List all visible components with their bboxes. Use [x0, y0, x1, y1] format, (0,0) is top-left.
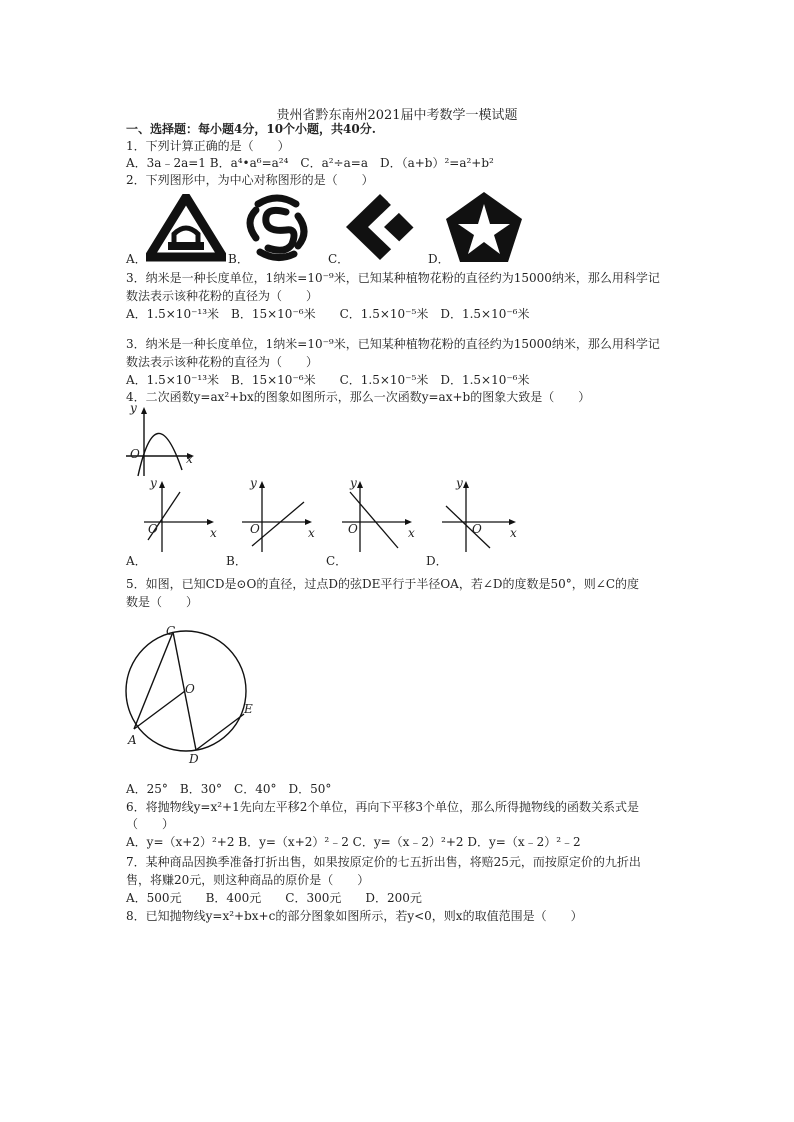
q4-label-c: C． [326, 554, 348, 568]
q4c-x-label: x [408, 526, 415, 540]
q2-stem: 2．下列图形中，为中心对称图形的是（ ） [126, 173, 374, 187]
q4d-x-label: x [510, 526, 517, 540]
q4-label-d: D． [426, 554, 448, 568]
q8-stem: 8．已知抛物线y=x²+bx+c的部分图象如图所示，若y<0，则x的取值范围是（ ） [126, 909, 583, 923]
q5-options: A．25° B．30° C．40° D．50° [126, 782, 332, 796]
q6-line1: 6．将抛物线y=x²+1先向左平移2个单位，再向下平移3个单位，那么所得抛物线的函数关系式是 [126, 800, 640, 814]
q4d-y-label: y [456, 476, 463, 490]
q6-options: A．y=（x+2）²+2 B．y=（x+2）²﹣2 C．y=（x﹣2）²+2 D．y=（x﹣2）²﹣2 [126, 835, 581, 849]
q2-label-b: B． [228, 252, 249, 266]
q4a-x-label: x [210, 526, 217, 540]
q4a-origin-label: O [148, 522, 158, 536]
section-heading: 一、选择题：每小题4分，10个小题，共40分. [126, 122, 376, 136]
q5-point-a: A [128, 733, 137, 747]
q3a-options: A．1.5×10⁻¹³米 B．15×10⁻⁶米 C．1.5×10⁻⁵米 D．1.5×10⁻⁶米 [126, 307, 530, 321]
q7-options: A．500元 B．400元 C．300元 D．200元 [126, 891, 422, 905]
q4-axis-y-label: y [130, 401, 137, 415]
q2-label-d: D． [428, 252, 450, 266]
q4-stem: 4．二次函数y=ax²+bx的图象如图所示，那么一次函数y=ax+b的图象大致是（ ） [126, 390, 591, 404]
q5-point-c: C [166, 624, 176, 638]
q2-figure-b-s-symbol [242, 192, 312, 262]
q7-line2: 售，将赚20元，则这种商品的原价是（ ） [126, 873, 370, 887]
q4b-y-label: y [250, 476, 257, 490]
q4-parabola-graph [124, 404, 204, 480]
q5-point-e: E [244, 702, 253, 716]
q3b-options: A．1.5×10⁻¹³米 B．15×10⁻⁶米 C．1.5×10⁻⁵米 D．1.5×10⁻⁶米 [126, 373, 530, 387]
q4b-origin-label: O [250, 522, 260, 536]
q6-line2: （ ） [126, 817, 175, 831]
q4-axis-x-label: x [186, 452, 193, 466]
q2-label-c: C． [328, 252, 350, 266]
exam-title: 贵州省黔东南州2021届中考数学一模试题 [276, 108, 518, 123]
q5-line1: 5．如图，已知CD是⊙O的直径，过点D的弦DE平行于半径OA，若∠D的度数是50°，则∠C的度 [126, 577, 640, 591]
q1-stem: 1．下列计算正确的是（ ） [126, 139, 290, 153]
q2-figure-a-triangle-sign [146, 194, 226, 262]
q4b-x-label: x [308, 526, 315, 540]
q2-figure-c-diamond-symbol [344, 192, 416, 262]
q4d-origin-label: O [472, 522, 482, 536]
q3b-line1: 3．纳米是一种长度单位，1纳米=10⁻⁹米，已知某种植物花粉的直径约为15000纳米，那么用科学记 [126, 337, 660, 351]
q4c-origin-label: O [348, 522, 358, 536]
q4-option-d-graph [440, 478, 520, 556]
q4c-y-label: y [350, 476, 357, 490]
q4-label-b: B． [226, 554, 247, 568]
q4-origin-label: O [130, 447, 140, 461]
q5-line2: 数是（ ） [126, 595, 199, 609]
q5-point-d: D [189, 752, 199, 766]
q2-label-a: A． [126, 252, 147, 266]
q7-line1: 7．某种商品因换季准备打折出售，如果按原定价的七五折出售，将赔25元，而按原定价的九折出 [126, 855, 641, 869]
q4-label-a: A． [126, 554, 147, 568]
q3b-line2: 数法表示该种花粉的直径为（ ） [126, 355, 319, 369]
q1-options: A．3a﹣2a=1 B．a⁴•a⁶=a²⁴ C．a²÷a=a D．（a+b）²=a²+b² [126, 156, 494, 170]
q5-point-o: O [185, 682, 195, 696]
q3a-line2: 数法表示该种花粉的直径为（ ） [126, 289, 319, 303]
q2-figure-d-pentagon-star [444, 190, 524, 264]
q3a-line1: 3．纳米是一种长度单位，1纳米=10⁻⁹米，已知某种植物花粉的直径约为15000纳米，那么用科学记 [126, 271, 660, 285]
q4a-y-label: y [150, 476, 157, 490]
